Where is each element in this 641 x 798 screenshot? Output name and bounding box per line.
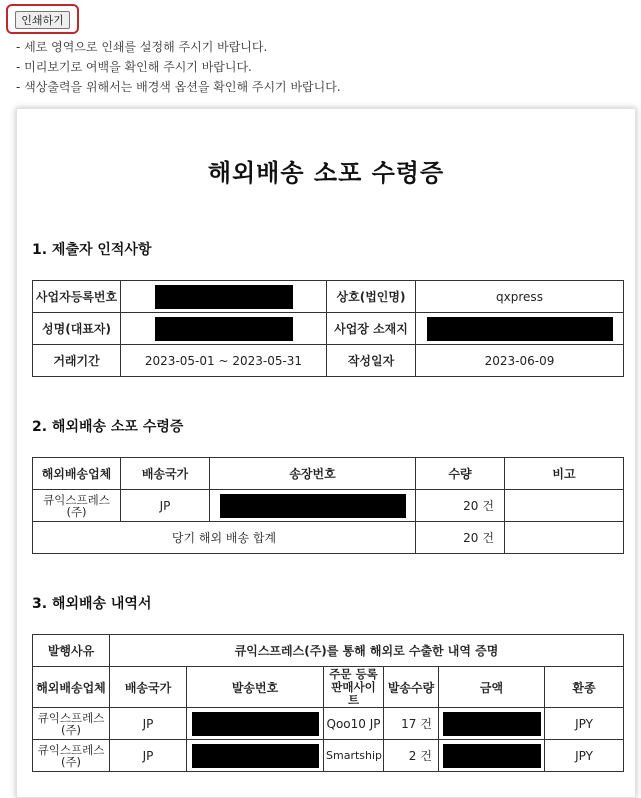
header-carrier: 해외배송업체 <box>33 667 110 708</box>
label-period: 거래기간 <box>33 345 121 377</box>
header-invoice: 송장번호 <box>210 458 416 490</box>
address-value <box>416 313 624 345</box>
total-qty: 20 건 <box>416 522 505 554</box>
created-value: 2023-06-09 <box>416 345 624 377</box>
country-cell: JP <box>121 490 210 522</box>
header-carrier: 해외배송업체 <box>33 458 121 490</box>
header-qty: 수량 <box>416 458 505 490</box>
amount-cell <box>439 740 545 772</box>
section1-title: 1. 제출자 인적사항 <box>32 242 152 258</box>
print-notes <box>16 37 341 97</box>
invoice-cell <box>210 490 416 522</box>
header-sales-site: 주문 등록 판매사이트 <box>324 667 384 708</box>
biz-no-value <box>121 281 327 313</box>
document-title: 해외배송 소포 수령증 <box>207 159 445 187</box>
amount-cell <box>439 708 545 740</box>
currency-cell: JPY <box>545 708 624 740</box>
header-country: 배송국가 <box>121 458 210 490</box>
submitter-table <box>32 280 624 377</box>
currency-cell: JPY <box>545 740 624 772</box>
total-remarks <box>505 522 624 554</box>
label-created: 작성일자 <box>327 345 416 377</box>
ship-qty-cell: 2 건 <box>384 740 439 772</box>
total-row <box>33 522 624 554</box>
shipment-no-cell <box>187 740 324 772</box>
period-value: 2023-05-01 ~ 2023-05-31 <box>121 345 327 377</box>
ship-qty-cell: 17 건 <box>384 708 439 740</box>
header-country: 배송국가 <box>110 667 187 708</box>
site-cell: Qoo10 JP <box>324 708 384 740</box>
country-cell: JP <box>110 740 187 772</box>
header-currency: 환종 <box>545 667 624 708</box>
remarks-cell <box>505 490 624 522</box>
country-cell: JP <box>110 708 187 740</box>
document-page <box>16 108 636 798</box>
site-cell: Smartship <box>324 740 384 772</box>
reason-value: 큐익스프레스(주)를 통해 해외로 수출한 내역 증명 <box>110 635 624 667</box>
ceo-value <box>121 313 327 345</box>
note-item: - 색상출력을 위해서는 배경색 옵션을 확인해 주시기 바랍니다. <box>16 80 341 94</box>
print-button-highlight <box>6 4 79 34</box>
total-label: 당기 해외 배송 합계 <box>33 522 416 554</box>
table-row <box>33 740 624 772</box>
note-item: - 세로 영역으로 인쇄를 설정해 주시기 바랍니다. <box>16 40 268 54</box>
shipment-details-table <box>32 634 624 772</box>
section3-title: 3. 해외배송 내역서 <box>32 596 152 612</box>
qty-cell: 20 건 <box>416 490 505 522</box>
header-ship-qty: 발송수량 <box>384 667 439 708</box>
section2-title: 2. 해외배송 소포 수령증 <box>32 419 184 435</box>
label-biz-no: 사업자등록번호 <box>33 281 121 313</box>
carrier-cell: 큐익스프레스(주) <box>33 708 110 740</box>
header-remarks: 비고 <box>505 458 624 490</box>
reason-label: 발행사유 <box>33 635 110 667</box>
label-company: 상호(법인명) <box>327 281 416 313</box>
header-amount: 금액 <box>439 667 545 708</box>
header-shipment-no: 발송번호 <box>187 667 324 708</box>
receipt-table <box>32 457 624 554</box>
shipment-no-cell <box>187 708 324 740</box>
carrier-cell: 큐익스프레스(주) <box>33 490 121 522</box>
table-row <box>33 490 624 522</box>
label-ceo: 성명(대표자) <box>33 313 121 345</box>
company-value: qxpress <box>416 281 624 313</box>
print-button[interactable]: 인쇄하기 <box>15 11 70 29</box>
carrier-cell: 큐익스프레스(주) <box>33 740 110 772</box>
label-address: 사업장 소재지 <box>327 313 416 345</box>
note-item: - 미리보기로 여백을 확인해 주시기 바랍니다. <box>16 60 252 74</box>
table-row <box>33 708 624 740</box>
